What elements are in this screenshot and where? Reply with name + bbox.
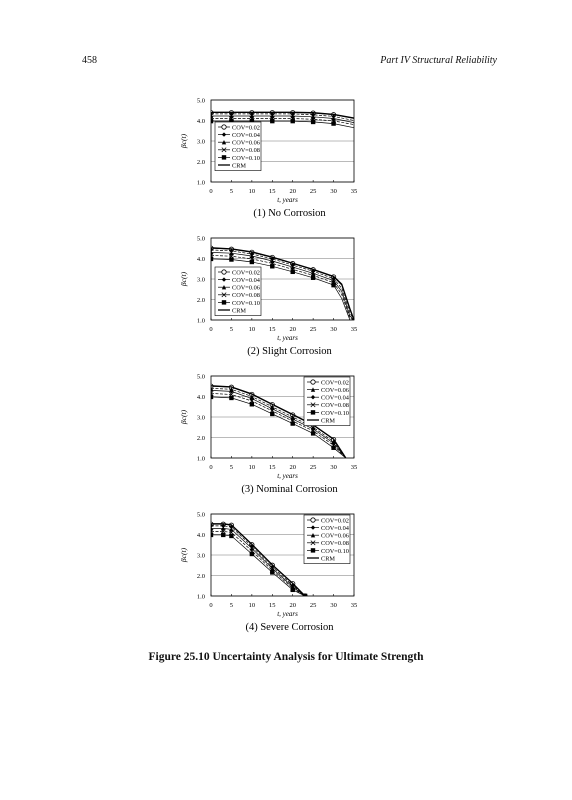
nominal-corrosion-legend-label: COV=0.02 bbox=[321, 379, 349, 387]
nominal-corrosion-legend-label: COV=0.06 bbox=[321, 387, 349, 394]
nominal-corrosion-legend-label: COV=0.08 bbox=[321, 402, 349, 410]
severe-corrosion-data-point bbox=[209, 533, 213, 537]
severe-corrosion-legend-label: COV=0.10 bbox=[321, 547, 349, 555]
nominal-corrosion-legend-marker bbox=[311, 410, 315, 414]
no-corrosion-data-point bbox=[291, 119, 295, 123]
nominal-corrosion-data-point bbox=[250, 396, 254, 400]
slight-corrosion-legend-label: COV=0.02 bbox=[232, 269, 260, 277]
nominal-corrosion-xtick-label: 5 bbox=[229, 464, 234, 471]
no-corrosion-xtick-label: 0 bbox=[209, 188, 213, 195]
nominal-corrosion-data-point bbox=[209, 395, 213, 399]
severe-corrosion-y-axis-label: βc(t) bbox=[179, 547, 188, 563]
no-corrosion-ytick-label: 5.0 bbox=[196, 97, 205, 105]
slight-corrosion-data-point bbox=[229, 257, 233, 261]
no-corrosion-xtick-label: 10 bbox=[248, 188, 256, 195]
no-corrosion-legend-marker bbox=[222, 125, 226, 129]
severe-corrosion-legend-marker bbox=[311, 548, 315, 552]
no-corrosion-data-point bbox=[311, 120, 315, 124]
no-corrosion-panel-title: (1) No Corrosion bbox=[253, 208, 326, 219]
slight-corrosion-xtick-label: 5 bbox=[229, 326, 234, 333]
severe-corrosion-legend-label: COV=0.04 bbox=[321, 525, 349, 532]
slight-corrosion-data-point bbox=[270, 264, 274, 268]
nominal-corrosion-data-point bbox=[250, 402, 254, 406]
slight-corrosion-legend-label: COV=0.06 bbox=[232, 284, 260, 292]
severe-corrosion-legend-label: CRM bbox=[321, 555, 335, 563]
severe-corrosion-legend-marker bbox=[311, 518, 315, 522]
slight-corrosion-data-point bbox=[250, 260, 254, 264]
severe-corrosion-xtick-label: 5 bbox=[229, 602, 234, 609]
nominal-corrosion-y-axis-label: βc(t) bbox=[179, 409, 188, 425]
slight-corrosion-xtick-label: 0 bbox=[209, 326, 213, 333]
severe-corrosion-data-point bbox=[221, 533, 225, 537]
nominal-corrosion-x-axis-label: t, years bbox=[277, 472, 298, 480]
nominal-corrosion-ytick-label: 1.0 bbox=[196, 455, 205, 463]
nominal-corrosion-legend-label: CRM bbox=[321, 417, 335, 425]
chart-slight-corrosion bbox=[0, 228, 572, 368]
slight-corrosion-xtick-label: 20 bbox=[289, 326, 296, 333]
nominal-corrosion-xtick-label: 10 bbox=[248, 464, 256, 471]
severe-corrosion-ytick-label: 3.0 bbox=[196, 552, 205, 560]
nominal-corrosion-data-point bbox=[331, 446, 335, 450]
severe-corrosion-legend-label: COV=0.06 bbox=[321, 532, 349, 540]
nominal-corrosion-data-point bbox=[270, 412, 274, 416]
severe-corrosion-data-point bbox=[291, 588, 295, 592]
no-corrosion-ytick-label: 3.0 bbox=[196, 138, 205, 146]
slight-corrosion-legend-marker bbox=[222, 270, 226, 274]
severe-corrosion-legend-label: COV=0.02 bbox=[321, 517, 349, 525]
slight-corrosion-ytick-label: 1.0 bbox=[196, 317, 205, 325]
no-corrosion-data-point bbox=[270, 119, 274, 123]
severe-corrosion-data-point bbox=[250, 552, 254, 556]
severe-corrosion-xtick-label: 0 bbox=[209, 602, 213, 609]
no-corrosion-ytick-label: 2.0 bbox=[196, 159, 205, 166]
no-corrosion-legend-label: COV=0.08 bbox=[232, 147, 260, 155]
nominal-corrosion-data-point bbox=[291, 421, 295, 425]
severe-corrosion-legend-label: COV=0.08 bbox=[321, 540, 349, 548]
page-number: 458 bbox=[82, 55, 97, 66]
slight-corrosion-data-point bbox=[291, 270, 295, 274]
slight-corrosion-legend-label: COV=0.08 bbox=[232, 292, 260, 300]
slight-corrosion-xtick-label: 35 bbox=[350, 326, 358, 333]
nominal-corrosion-xtick-label: 0 bbox=[209, 464, 213, 471]
severe-corrosion-xtick-label: 10 bbox=[248, 602, 256, 609]
severe-corrosion-ytick-label: 5.0 bbox=[196, 511, 205, 519]
slight-corrosion-x-axis-label: t, years bbox=[277, 334, 298, 342]
no-corrosion-data-point bbox=[209, 119, 213, 123]
no-corrosion-x-axis-label: t, years bbox=[277, 196, 298, 204]
nominal-corrosion-data-point bbox=[311, 431, 315, 435]
slight-corrosion-data-point bbox=[331, 283, 335, 287]
no-corrosion-legend-marker bbox=[222, 155, 226, 159]
no-corrosion-xtick-label: 5 bbox=[229, 188, 234, 195]
slight-corrosion-xtick-label: 25 bbox=[309, 326, 317, 333]
slight-corrosion-ytick-label: 4.0 bbox=[196, 256, 205, 263]
no-corrosion-y-axis-label: βc(t) bbox=[179, 133, 188, 149]
slight-corrosion-ytick-label: 2.0 bbox=[196, 297, 205, 304]
running-title: Part IV Structural Reliability bbox=[380, 55, 497, 66]
chart-no-corrosion bbox=[0, 90, 572, 230]
nominal-corrosion-xtick-label: 30 bbox=[330, 464, 337, 471]
nominal-corrosion-data-point bbox=[229, 396, 233, 400]
severe-corrosion-ytick-label: 4.0 bbox=[196, 532, 205, 539]
slight-corrosion-xtick-label: 15 bbox=[269, 326, 276, 333]
no-corrosion-xtick-label: 35 bbox=[350, 188, 358, 195]
no-corrosion-ytick-label: 4.0 bbox=[196, 118, 205, 125]
no-corrosion-legend-label: CRM bbox=[232, 162, 246, 170]
chart-nominal-corrosion bbox=[0, 366, 572, 506]
nominal-corrosion-legend-label: COV=0.10 bbox=[321, 409, 349, 417]
no-corrosion-xtick-label: 30 bbox=[330, 188, 337, 195]
severe-corrosion-xtick-label: 25 bbox=[309, 602, 317, 609]
no-corrosion-xtick-label: 15 bbox=[269, 188, 276, 195]
no-corrosion-xtick-label: 20 bbox=[289, 188, 296, 195]
severe-corrosion-xtick-label: 20 bbox=[289, 602, 296, 609]
slight-corrosion-ytick-label: 3.0 bbox=[196, 276, 205, 284]
severe-corrosion-data-point bbox=[270, 570, 274, 574]
severe-corrosion-xtick-label: 15 bbox=[269, 602, 276, 609]
severe-corrosion-xtick-label: 35 bbox=[350, 602, 358, 609]
severe-corrosion-panel-title: (4) Severe Corrosion bbox=[245, 622, 334, 633]
severe-corrosion-x-axis-label: t, years bbox=[277, 610, 298, 618]
no-corrosion-legend-label: COV=0.06 bbox=[232, 139, 260, 147]
slight-corrosion-legend-label: COV=0.10 bbox=[232, 299, 260, 307]
no-corrosion-ytick-label: 1.0 bbox=[196, 179, 205, 187]
nominal-corrosion-xtick-label: 20 bbox=[289, 464, 296, 471]
slight-corrosion-panel-title: (2) Slight Corrosion bbox=[247, 346, 332, 357]
severe-corrosion-xtick-label: 30 bbox=[330, 602, 337, 609]
no-corrosion-data-point bbox=[331, 121, 335, 125]
nominal-corrosion-ytick-label: 5.0 bbox=[196, 373, 205, 381]
chart-severe-corrosion bbox=[0, 504, 572, 644]
no-corrosion-xtick-label: 25 bbox=[309, 188, 317, 195]
slight-corrosion-xtick-label: 10 bbox=[248, 326, 256, 333]
nominal-corrosion-ytick-label: 2.0 bbox=[196, 435, 205, 442]
slight-corrosion-data-point bbox=[209, 257, 213, 261]
severe-corrosion-ytick-label: 1.0 bbox=[196, 593, 205, 601]
nominal-corrosion-legend-label: COV=0.04 bbox=[321, 394, 349, 402]
nominal-corrosion-xtick-label: 25 bbox=[309, 464, 317, 471]
slight-corrosion-legend-marker bbox=[222, 300, 226, 304]
severe-corrosion-data-point bbox=[229, 534, 233, 538]
nominal-corrosion-ytick-label: 3.0 bbox=[196, 414, 205, 422]
nominal-corrosion-xtick-label: 35 bbox=[350, 464, 358, 471]
slight-corrosion-xtick-label: 30 bbox=[330, 326, 337, 333]
nominal-corrosion-panel-title: (3) Nominal Corrosion bbox=[241, 484, 338, 495]
severe-corrosion-ytick-label: 2.0 bbox=[196, 573, 205, 580]
no-corrosion-legend-label: COV=0.10 bbox=[232, 154, 260, 162]
nominal-corrosion-xtick-label: 15 bbox=[269, 464, 276, 471]
nominal-corrosion-legend-marker bbox=[311, 380, 315, 384]
slight-corrosion-ytick-label: 5.0 bbox=[196, 235, 205, 243]
nominal-corrosion-ytick-label: 4.0 bbox=[196, 394, 205, 401]
no-corrosion-legend-label: COV=0.02 bbox=[232, 124, 260, 132]
slight-corrosion-data-point bbox=[311, 276, 315, 280]
slight-corrosion-legend-label: CRM bbox=[232, 307, 246, 315]
no-corrosion-legend-label: COV=0.04 bbox=[232, 132, 260, 139]
figure-caption: Figure 25.10 Uncertainty Analysis for Ultimate Strength bbox=[148, 651, 424, 663]
slight-corrosion-y-axis-label: βc(t) bbox=[179, 271, 188, 287]
slight-corrosion-legend-label: COV=0.04 bbox=[232, 277, 260, 284]
severe-corrosion-series-group bbox=[209, 522, 307, 598]
